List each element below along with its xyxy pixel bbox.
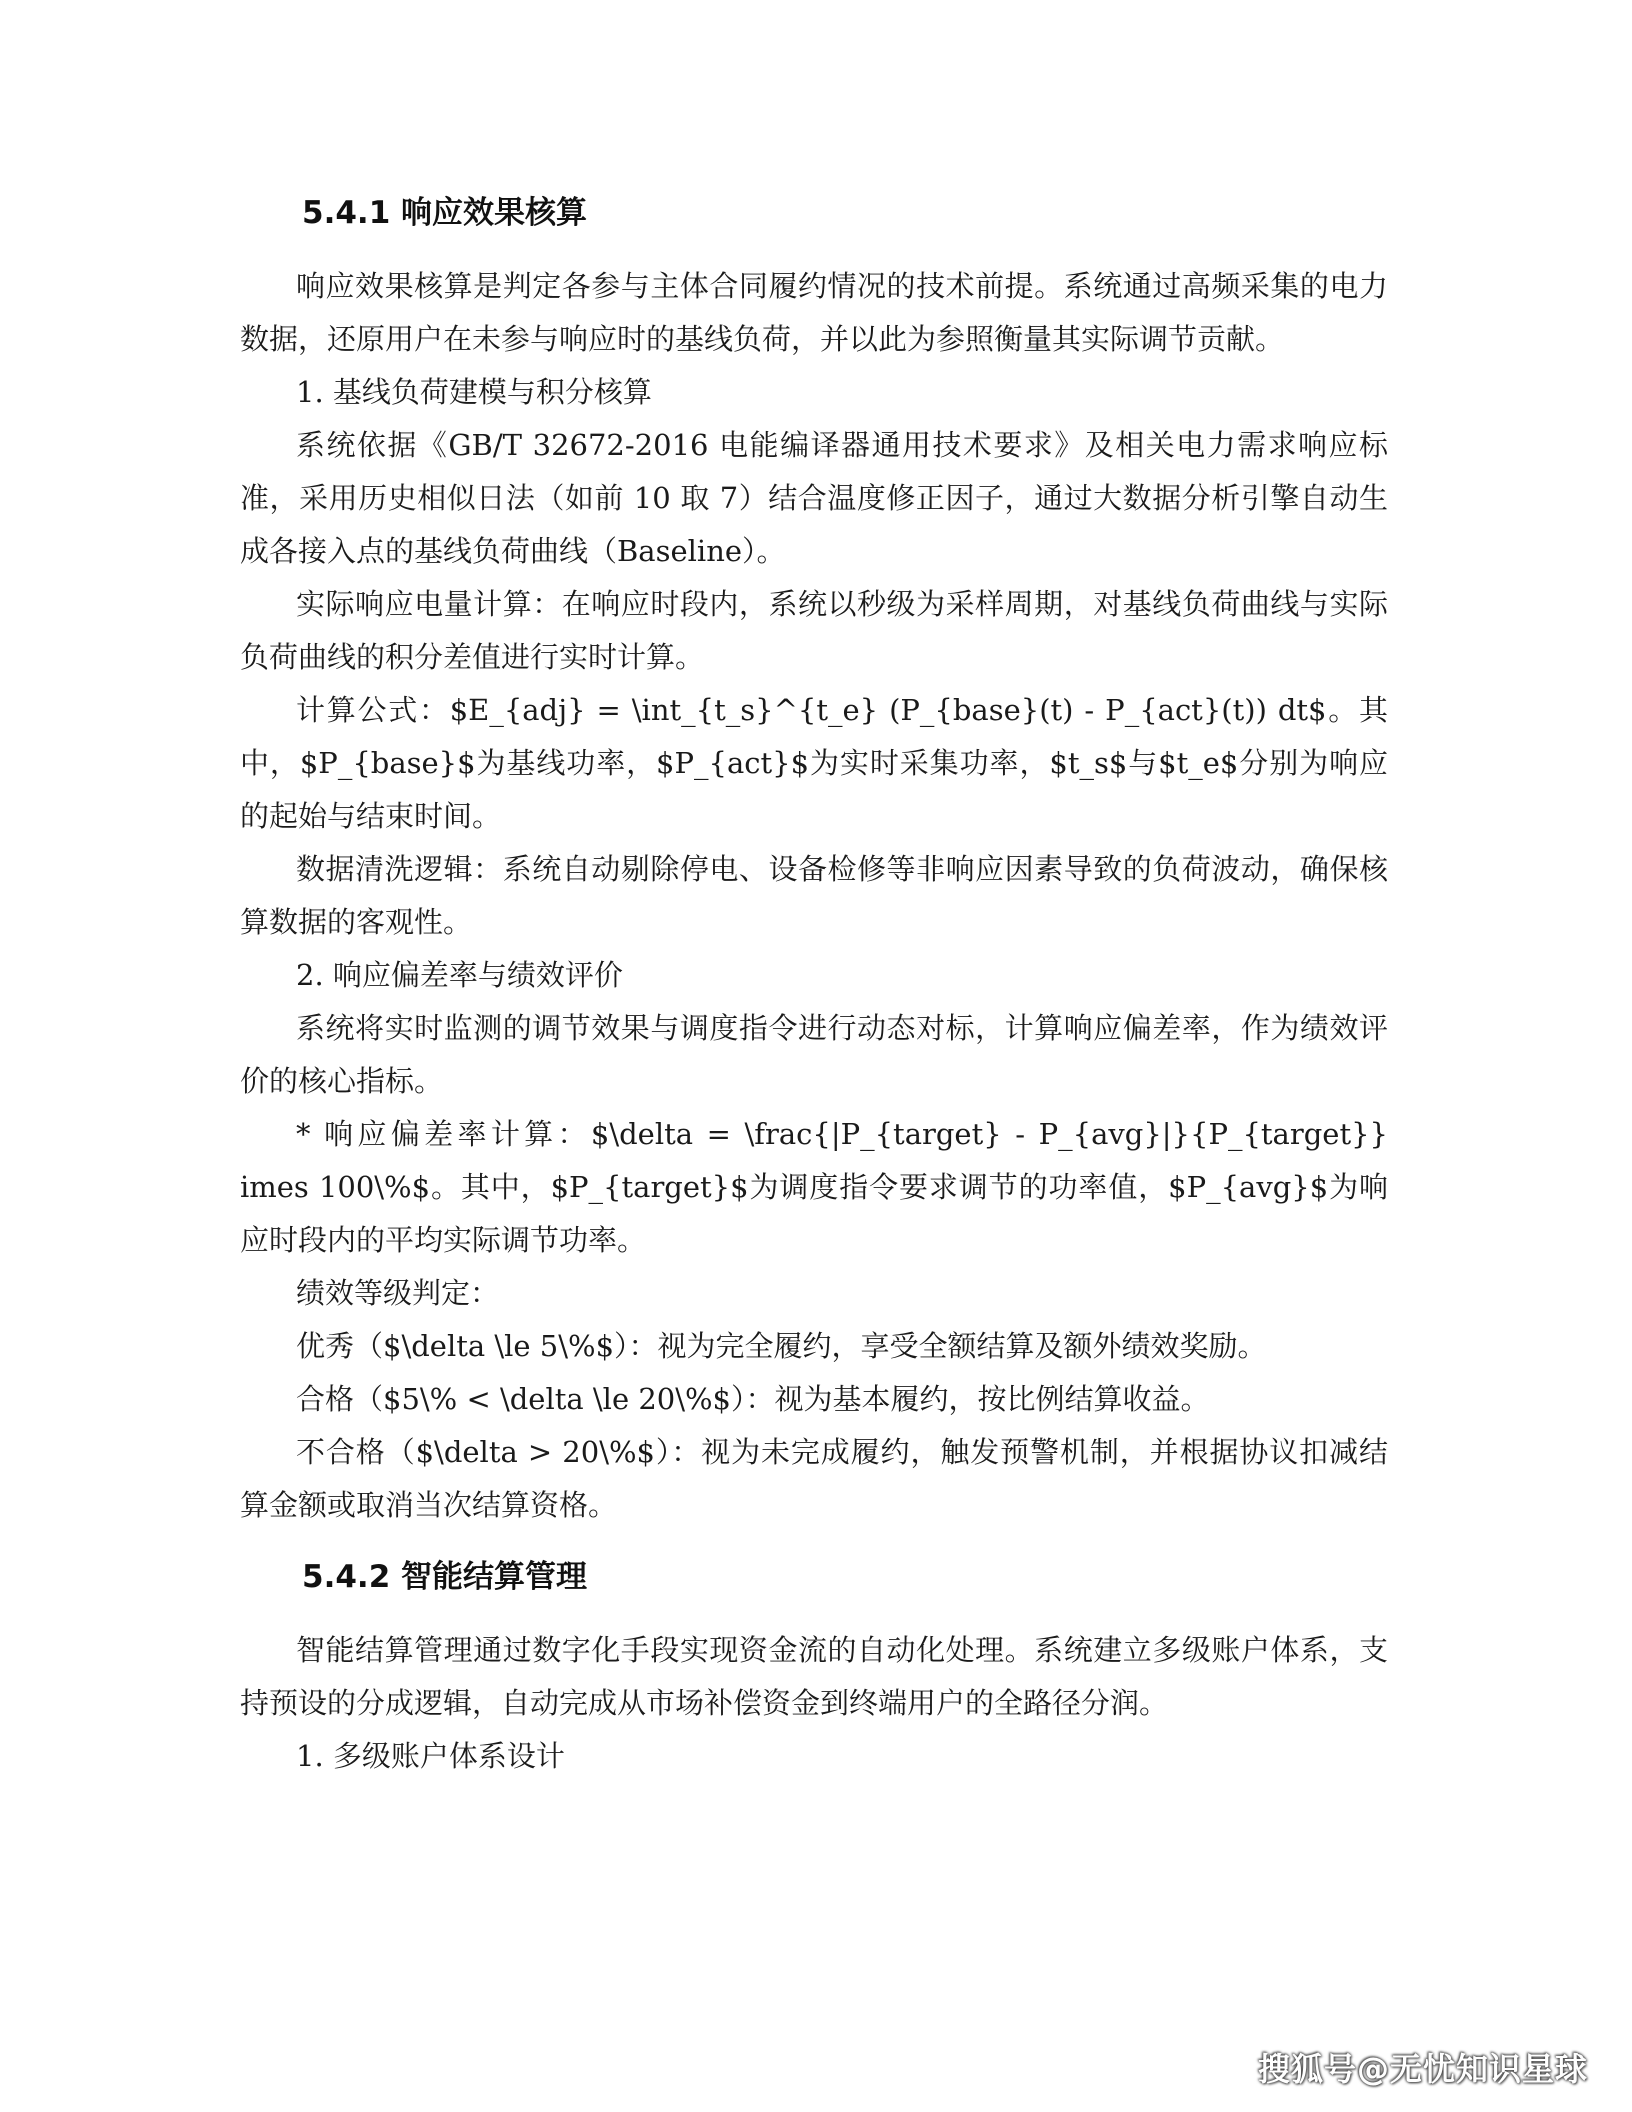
- paragraph-intro: 响应效果核算是判定各参与主体合同履约情况的技术前提。系统通过高频采集的电力数据，还原用户在未参与响应时的基线负荷，并以此为参照衡量其实际调节贡献。: [240, 269, 1388, 356]
- paragraph-deviation-intro: 系统将实时监测的调节效果与调度指令进行动态对标，计算响应偏差率，作为绩效评价的核心指标。: [240, 1011, 1388, 1098]
- paragraph-grade-title: 绩效等级判定：: [296, 1276, 500, 1310]
- watermark-text: 搜狐号@无忧知识星球: [1257, 2050, 1588, 2088]
- section-heading-5-4-2: 5.4.2 智能结算管理: [302, 1559, 588, 1595]
- list-item-deviation-rate: 2. 响应偏差率与绩效评价: [296, 958, 623, 992]
- paragraph-deviation-formula: * 响应偏差率计算：$\delta = \frac{|P_{target} - P_{avg}|}{P_{target}} imes 100\%$。其中，$P_{target}$为调度指令要求调节的功率值，$P_{avg}$为响应时段内的平均实际调节功率。: [240, 1117, 1388, 1257]
- paragraph-formula: 计算公式：$E_{adj} = \int_{t_s}^{t_e} (P_{base}(t) - P_{act}(t)) dt$。其中，$P_{base}$为基线功率，$P_{act}$为实时采集功率，$t_s$与$t_e$分别为响应的起始与结束时间。: [240, 693, 1388, 833]
- paragraph-actual-response: 实际响应电量计算：在响应时段内，系统以秒级为采样周期，对基线负荷曲线与实际负荷曲线的积分差值进行实时计算。: [240, 587, 1388, 674]
- paragraph-baseline-standard: 系统依据《GB/T 32672-2016 电能编译器通用技术要求》及相关电力需求响应标准，采用历史相似日法（如前 10 取 7）结合温度修正因子，通过大数据分析引擎自动生成各接入点的基线负荷曲线（Baseline）。: [240, 428, 1388, 568]
- paragraph-settlement-intro: 智能结算管理通过数字化手段实现资金流的自动化处理。系统建立多级账户体系，支持预设的分成逻辑，自动完成从市场补偿资金到终端用户的全路径分润。: [240, 1633, 1388, 1720]
- paragraph-grade-qualified: 合格（$5\% < \delta \le 20\%$）：视为基本履约，按比例结算收益。: [296, 1382, 1210, 1416]
- paragraph-grade-excellent: 优秀（$\delta \le 5\%$）：视为完全履约，享受全额结算及额外绩效奖励。: [296, 1329, 1267, 1363]
- list-item-account-system: 1. 多级账户体系设计: [296, 1739, 565, 1773]
- document-page: [240, 190, 1388, 1783]
- list-item-baseline-modeling: 1. 基线负荷建模与积分核算: [296, 375, 652, 409]
- section-heading-5-4-1: 5.4.1 响应效果核算: [302, 195, 588, 231]
- paragraph-data-cleaning: 数据清洗逻辑：系统自动剔除停电、设备检修等非响应因素导致的负荷波动，确保核算数据的客观性。: [240, 852, 1388, 939]
- paragraph-grade-unqualified: 不合格（$\delta > 20\%$）：视为未完成履约，触发预警机制，并根据协议扣减结算金额或取消当次结算资格。: [240, 1435, 1388, 1522]
